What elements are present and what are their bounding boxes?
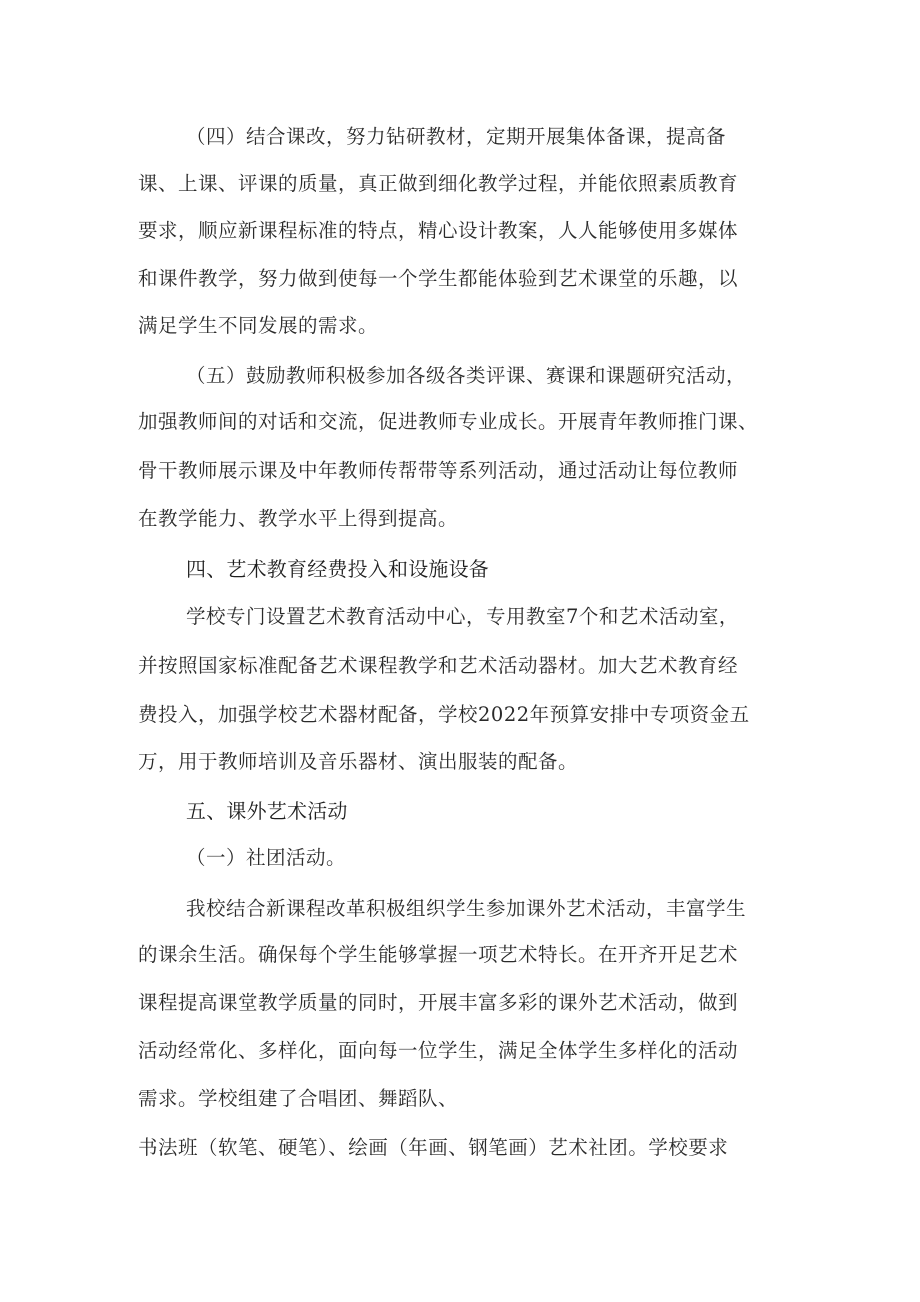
paragraph-line: 活动经常化、多样化，面向每一位学生，满足全体学生多样化的活动 [138, 1039, 739, 1062]
paragraph-line: （四）结合课改，努力钻研教材，定期开展集体备课，提高备 [186, 125, 727, 148]
paragraph-line: 需求。学校组建了合唱团、舞蹈队、 [138, 1087, 459, 1110]
paragraph-line: 要求，顺应新课程标准的特点，精心设计教案，人人能够使用多媒体 [138, 219, 739, 242]
paragraph-line: 和课件教学，努力做到使每一个学生都能体验到艺术课堂的乐趣，以 [138, 267, 739, 290]
paragraph-line: 学校专门设置艺术教育活动中心，专用教室7个和艺术活动室， [186, 605, 739, 628]
paragraph-line: 并按照国家标准配备艺术课程教学和艺术活动器材。加大艺术教育经 [138, 654, 739, 677]
paragraph-line: （五）鼓励教师积极参加各级各类评课、赛课和课题研究活动， [186, 364, 747, 387]
paragraph-line: 骨干教师展示课及中年教师传帮带等系列活动，通过活动让每位教师 [138, 459, 739, 482]
paragraph-line: 书法班（软笔、硬笔）、绘画（年画、钢笔画）艺术社团。学校要求 [138, 1136, 729, 1159]
section-heading: 五、课外艺术活动 [186, 799, 348, 823]
paragraph-line: 加强教师间的对话和交流，促进教师专业成长。开展青年教师推门课、 [138, 410, 759, 433]
paragraph-line: 课、上课、评课的质量，真正做到细化教学过程，并能依照素质教育 [138, 172, 739, 195]
paragraph-line: 满足学生不同发展的需求。 [138, 314, 379, 337]
paragraph-line: 我校结合新课程改革积极组织学生参加课外艺术活动，丰富学生 [186, 897, 747, 920]
sub-heading: （一）社团活动。 [186, 846, 347, 869]
paragraph-line: 课程提高课堂教学质量的同时，开展丰富多彩的课外艺术活动，做到 [138, 991, 739, 1014]
paragraph-line: 的课余生活。确保每个学生能够掌握一项艺术特长。在开齐开足艺术 [138, 943, 739, 966]
paragraph-line: 在教学能力、教学水平上得到提高。 [138, 507, 459, 530]
paragraph-line: 万，用于教师培训及音乐器材、演出服装的配备。 [138, 750, 579, 773]
section-heading: 四、艺术教育经费投入和设施设备 [186, 557, 489, 581]
paragraph-line: 费投入，加强学校艺术器材配备，学校2022年预算安排中专项资金五 [138, 703, 750, 726]
